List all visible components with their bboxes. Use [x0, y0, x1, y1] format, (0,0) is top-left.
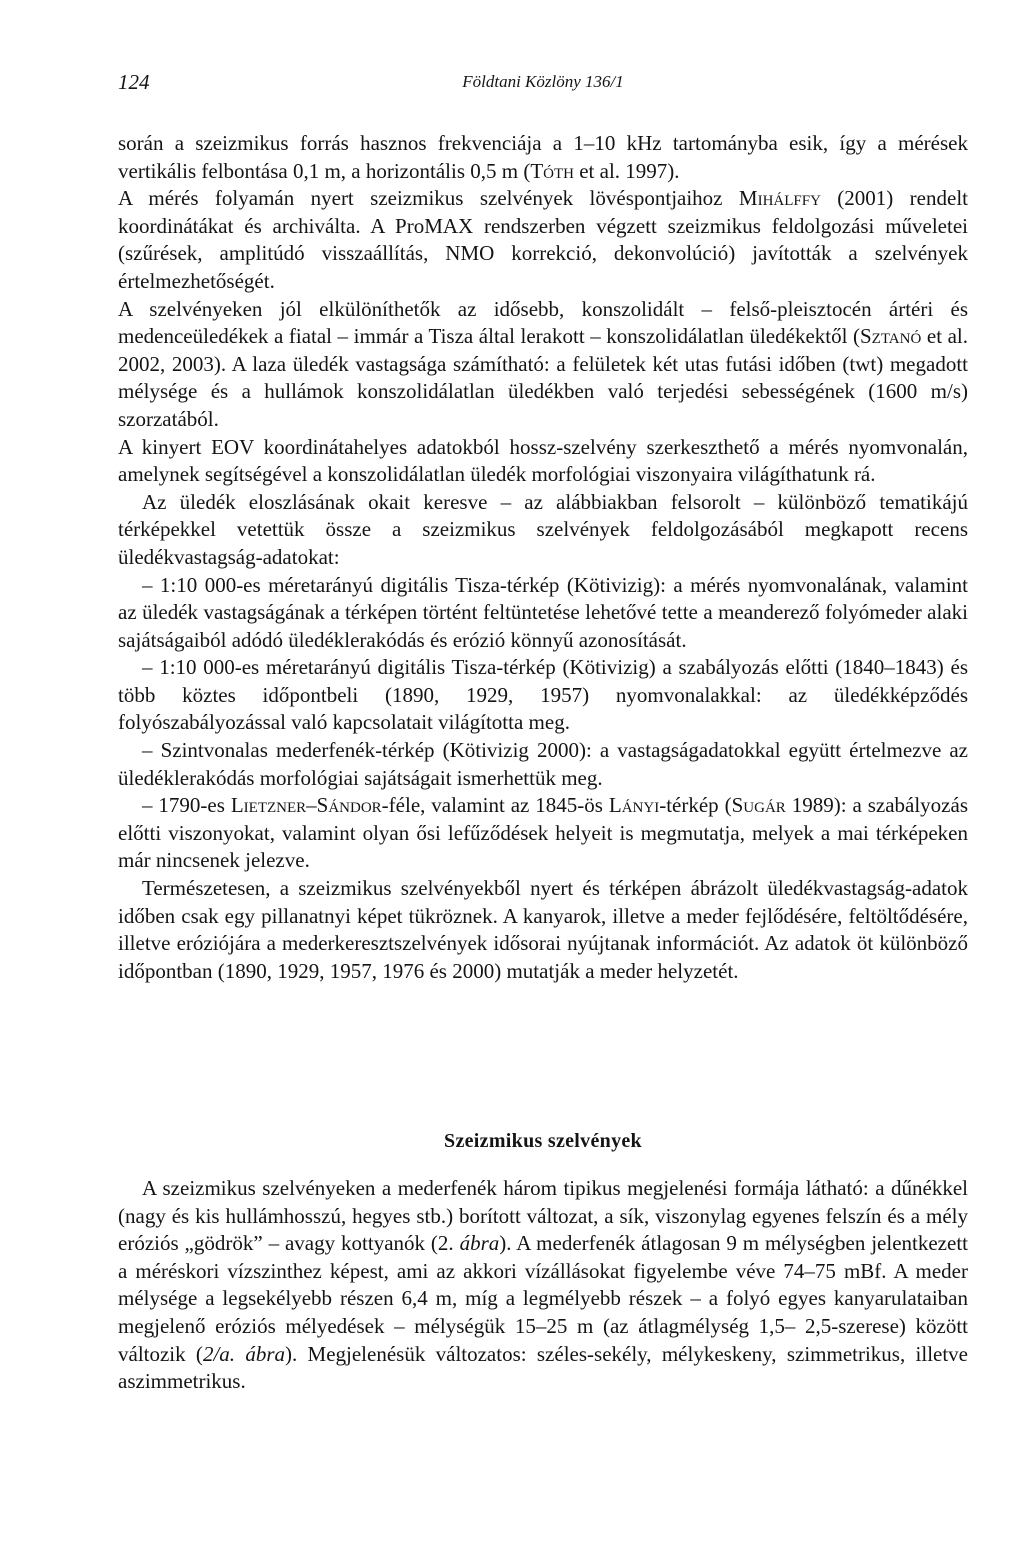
author-name: Lietzner–Sándor	[230, 793, 382, 818]
body-text-bottom	[118, 1175, 968, 1396]
paragraph	[118, 737, 968, 792]
paragraph	[118, 792, 968, 875]
paragraph	[118, 296, 968, 434]
journal-title: Földtani Közlöny 136/1	[462, 72, 624, 91]
paragraph	[118, 654, 968, 737]
paragraph	[118, 434, 968, 489]
text-run: ). A mederfenék átlagosan 9 m mélységben jelentkezett a méréskori vízszinthez képest, ami az akkori vízállásokat figyelembe véve 74–75 mBf. A meder mélysége a legsekélyebb részen 6,4 m, míg a legmélyebb részek – a folyó egyes kanyarulataiban megjelenő eróziós mélyedések – mélységük 15–25 m (az átlagmélység 1,5– 2,5-szerese) között változik (	[118, 1231, 968, 1366]
paragraph	[118, 130, 968, 185]
author-name: Tóth	[530, 158, 574, 183]
text-run: et al. 2002, 2003). A laza üledék vastagsága számítható: a felületek két utas futási időben (twt) megadott mélysége és a hullámok konszolidálatlan üledékben való terjedési sebességének (1600 m/s) szorzatából.	[118, 324, 968, 431]
author-name: Mihálffy	[738, 186, 821, 211]
text-run: Természetesen, a szeizmikus szelvényekből nyert és térképen ábrázolt üledékvastagság-adatok időben csak egy pillanatnyi képet tükröznek. A kanyarok, illetve a meder fejlődésére, feltöltődésére, illetve eróziójára a mederkeresztszelvények idősorai nyújtanak információt. Az adatok öt különböző időpontban (1890, 1929, 1957, 1976 és 2000) mutatják a meder helyzetét.	[118, 876, 968, 983]
text-run: A szelvényeken jól elkülöníthetők az idősebb, konszolidált – felső-pleisztocén ártéri és medenceüledékek a fiatal – immár a Tisza által lerakott – konszolidálatlan üledékektől (	[118, 296, 968, 349]
text-run: során a szeizmikus forrás hasznos frekvenciája a 1–10 kHz tartományba esik, így a mérések vertikális felbontása 0,1 m, a horizontális 0,5 m (	[118, 131, 968, 183]
figure-reference: 2/a. ábra	[202, 1341, 285, 1366]
paragraph	[118, 1175, 968, 1396]
text-run: – 1:10 000-es méretarányú digitális Tisza-térkép (Kötivizig): a mérés nyomvonalának, valamint az üledék vastagságának a térképen történt feltüntetése lehetővé tette a meanderező folyómeder alaki sajátságaiból adódó üledéklerakódás és erózió könnyű azonosítását.	[118, 572, 968, 652]
author-name: Lányi	[608, 793, 660, 818]
figure-reference: ábra	[459, 1231, 500, 1256]
text-run: (2001) rendelt koordinátákat és archiválta. A ProMAX rendszerben végzett szeizmikus feldolgozási műveletei (szűrések, amplitúdó visszaállítás, NMO korrekció, dekonvolúció) javították a szelvények értelmezhetőségét.	[118, 186, 968, 293]
section-heading: Szeizmikus szelvények	[444, 1130, 642, 1152]
text-run: et al. 1997).	[573, 158, 680, 183]
paragraph	[118, 185, 968, 295]
author-name: Sztanó	[860, 324, 922, 349]
text-run: A kinyert EOV koordinátahelyes adatokból hossz-szelvény szerkeszthető a mérés nyomvonalán, amelynek segítségével a konszolidálatlan üledék morfológiai viszonyaira világíthatunk rá.	[118, 434, 968, 487]
text-run: – 1:10 000-es méretarányú digitális Tisza-térkép (Kötivizig) a szabályozás előtti (1840–1843) és több köztes időpontbeli (1890, 1929, 1957) nyomvonalakkal: az üledékképződés folyószabályozással való kapcsolatait világította meg.	[118, 655, 968, 735]
text-run: A szeizmikus szelvényeken a mederfenék három tipikus megjelenési formája látható: a dűnékkel (nagy és kis hullámhosszú, hegyes stb.) borított változat, a sík, viszonylag egyenes felszín és a mély eróziós „gödrök” – avagy kottyanók (2.	[118, 1176, 968, 1256]
text-run: -térkép (	[659, 793, 732, 818]
author-name: Sugár	[731, 793, 786, 818]
text-run: – 1790-es	[142, 793, 231, 818]
text-run: Az üledék eloszlásának okait keresve – az alábbiakban felsorolt – különböző tematikájú térképekkel vetettük össze a szeizmikus szelvények feldolgozásából megkapott recens üledékvastagság-adatokat:	[118, 489, 968, 569]
body-text-top	[118, 130, 968, 985]
running-header	[118, 70, 968, 98]
text-run: – Szintvonalas mederfenék-térkép (Kötivizig 2000): a vastagságadatokkal együtt értelmezve az üledéklerakódás morfológiai sajátságait ismerhettük meg.	[118, 738, 968, 790]
text-run: -féle, valamint az 1845-ös	[381, 793, 609, 818]
paragraph	[118, 572, 968, 655]
page-number: 124	[118, 70, 150, 94]
paragraph	[118, 489, 968, 572]
paragraph	[118, 875, 968, 985]
text-run: 1989): a szabályozás előtti viszonyokat, valamint olyan ősi lefűződések helyeit is megmutatja, melyek a mai térképeken már nincsenek jelezve.	[118, 793, 968, 873]
text-run: A mérés folyamán nyert szeizmikus szelvények lövéspontjaihoz	[118, 186, 739, 211]
text-run: ). Megjelenésük változatos: széles-sekély, mélykeskeny, szimmetrikus, illetve aszimmetrikus.	[118, 1341, 968, 1394]
